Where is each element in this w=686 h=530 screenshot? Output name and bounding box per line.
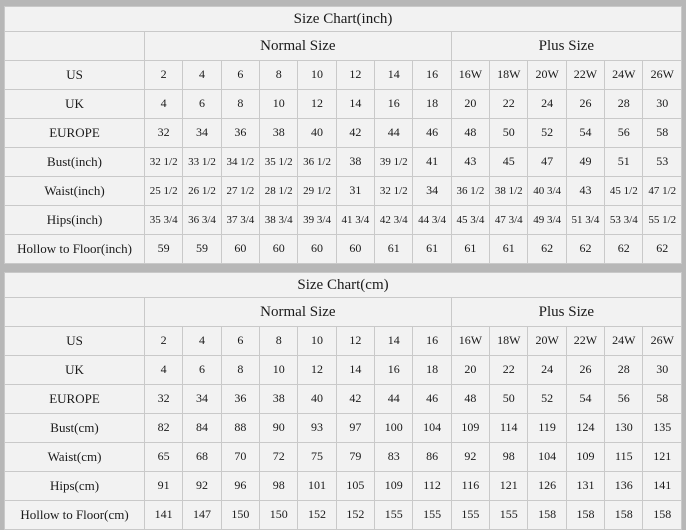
cell-value: 58 xyxy=(643,119,682,148)
group-header: Plus Size xyxy=(451,298,681,327)
cell-value: 40 3/4 xyxy=(528,177,566,206)
cell-value: 45 1/2 xyxy=(605,177,643,206)
cell-value: 62 xyxy=(528,235,566,264)
cell-value: 28 xyxy=(605,356,643,385)
cell-value: 152 xyxy=(298,501,336,530)
cell-value: 22 xyxy=(490,90,528,119)
cell-value: 27 1/2 xyxy=(221,177,259,206)
table-row xyxy=(5,327,682,356)
cell-value: 155 xyxy=(413,501,451,530)
table-row xyxy=(5,206,682,235)
cell-value: 26W xyxy=(643,61,682,90)
cell-value: 136 xyxy=(605,472,643,501)
cell-value: 12 xyxy=(336,327,374,356)
cell-value: 14 xyxy=(336,90,374,119)
cell-value: 109 xyxy=(566,443,604,472)
cell-value: 34 xyxy=(413,177,451,206)
cell-value: 48 xyxy=(451,119,489,148)
cell-value: 36 1/2 xyxy=(298,148,336,177)
cell-value: 18 xyxy=(413,90,451,119)
cell-value: 35 1/2 xyxy=(260,148,298,177)
group-header-blank xyxy=(5,32,145,61)
cell-value: 86 xyxy=(413,443,451,472)
table-row xyxy=(5,501,682,530)
table-row xyxy=(5,148,682,177)
cell-value: 65 xyxy=(145,443,183,472)
cell-value: 158 xyxy=(528,501,566,530)
cell-value: 42 3/4 xyxy=(375,206,413,235)
cell-value: 79 xyxy=(336,443,374,472)
cell-value: 98 xyxy=(260,472,298,501)
cell-value: 50 xyxy=(490,119,528,148)
cell-value: 32 1/2 xyxy=(145,148,183,177)
cell-value: 158 xyxy=(566,501,604,530)
row-label: Hips(inch) xyxy=(5,206,145,235)
group-header: Plus Size xyxy=(451,32,681,61)
cell-value: 48 xyxy=(451,385,489,414)
cell-value: 16W xyxy=(451,327,489,356)
cell-value: 14 xyxy=(336,356,374,385)
cell-value: 60 xyxy=(221,235,259,264)
cell-value: 54 xyxy=(566,119,604,148)
row-label: EUROPE xyxy=(5,119,145,148)
cell-value: 12 xyxy=(336,61,374,90)
cell-value: 60 xyxy=(260,235,298,264)
table-row xyxy=(5,119,682,148)
chart-body-0 xyxy=(5,7,682,264)
cell-value: 61 xyxy=(490,235,528,264)
cell-value: 61 xyxy=(375,235,413,264)
cell-value: 104 xyxy=(413,414,451,443)
cell-value: 84 xyxy=(183,414,221,443)
cell-value: 135 xyxy=(643,414,682,443)
cell-value: 24 xyxy=(528,90,566,119)
cell-value: 131 xyxy=(566,472,604,501)
cell-value: 44 xyxy=(375,119,413,148)
chart-title: Size Chart(cm) xyxy=(5,273,682,298)
cell-value: 92 xyxy=(451,443,489,472)
row-label: Hips(cm) xyxy=(5,472,145,501)
group-header-row xyxy=(5,32,682,61)
cell-value: 43 xyxy=(566,177,604,206)
cell-value: 96 xyxy=(221,472,259,501)
cell-value: 93 xyxy=(298,414,336,443)
cell-value: 6 xyxy=(183,356,221,385)
cell-value: 124 xyxy=(566,414,604,443)
cell-value: 62 xyxy=(643,235,682,264)
cell-value: 116 xyxy=(451,472,489,501)
cell-value: 141 xyxy=(145,501,183,530)
cell-value: 43 xyxy=(451,148,489,177)
cell-value: 20 xyxy=(451,356,489,385)
cell-value: 82 xyxy=(145,414,183,443)
cell-value: 26W xyxy=(643,327,682,356)
table-row xyxy=(5,177,682,206)
cell-value: 33 1/2 xyxy=(183,148,221,177)
cell-value: 119 xyxy=(528,414,566,443)
cell-value: 10 xyxy=(260,90,298,119)
cell-value: 4 xyxy=(145,90,183,119)
row-label: Hollow to Floor(inch) xyxy=(5,235,145,264)
group-header: Normal Size xyxy=(145,32,452,61)
cell-value: 35 3/4 xyxy=(145,206,183,235)
row-label: UK xyxy=(5,90,145,119)
table-row xyxy=(5,235,682,264)
cell-value: 59 xyxy=(183,235,221,264)
size-chart-inch xyxy=(4,6,682,264)
chart-body-1 xyxy=(5,273,682,530)
cell-value: 2 xyxy=(145,61,183,90)
cell-value: 155 xyxy=(451,501,489,530)
cell-value: 92 xyxy=(183,472,221,501)
cell-value: 8 xyxy=(221,356,259,385)
cell-value: 4 xyxy=(183,327,221,356)
cell-value: 12 xyxy=(298,90,336,119)
cell-value: 115 xyxy=(605,443,643,472)
cell-value: 41 3/4 xyxy=(336,206,374,235)
cell-value: 18W xyxy=(490,61,528,90)
cell-value: 50 xyxy=(490,385,528,414)
cell-value: 6 xyxy=(183,90,221,119)
table-row xyxy=(5,443,682,472)
cell-value: 46 xyxy=(413,119,451,148)
cell-value: 4 xyxy=(145,356,183,385)
cell-value: 40 xyxy=(298,385,336,414)
cell-value: 18 xyxy=(413,356,451,385)
row-label: Bust(inch) xyxy=(5,148,145,177)
cell-value: 70 xyxy=(221,443,259,472)
row-label: US xyxy=(5,61,145,90)
cell-value: 28 xyxy=(605,90,643,119)
table-row xyxy=(5,61,682,90)
cell-value: 121 xyxy=(643,443,682,472)
cell-value: 39 3/4 xyxy=(298,206,336,235)
cell-value: 36 1/2 xyxy=(451,177,489,206)
cell-value: 36 xyxy=(221,385,259,414)
cell-value: 42 xyxy=(336,119,374,148)
cell-value: 4 xyxy=(183,61,221,90)
cell-value: 8 xyxy=(260,61,298,90)
cell-value: 47 1/2 xyxy=(643,177,682,206)
group-header-blank xyxy=(5,298,145,327)
cell-value: 53 3/4 xyxy=(605,206,643,235)
cell-value: 109 xyxy=(375,472,413,501)
row-label: EUROPE xyxy=(5,385,145,414)
cell-value: 28 1/2 xyxy=(260,177,298,206)
cell-value: 10 xyxy=(298,61,336,90)
cell-value: 16 xyxy=(413,61,451,90)
cell-value: 126 xyxy=(528,472,566,501)
cell-value: 104 xyxy=(528,443,566,472)
cell-value: 22 xyxy=(490,356,528,385)
cell-value: 72 xyxy=(260,443,298,472)
cell-value: 10 xyxy=(260,356,298,385)
cell-value: 38 xyxy=(260,119,298,148)
cell-value: 31 xyxy=(336,177,374,206)
cell-value: 62 xyxy=(605,235,643,264)
cell-value: 34 xyxy=(183,119,221,148)
cell-value: 112 xyxy=(413,472,451,501)
group-header: Normal Size xyxy=(145,298,452,327)
cell-value: 6 xyxy=(221,327,259,356)
cell-value: 49 3/4 xyxy=(528,206,566,235)
cell-value: 16 xyxy=(375,356,413,385)
cell-value: 147 xyxy=(183,501,221,530)
cell-value: 38 3/4 xyxy=(260,206,298,235)
cell-value: 150 xyxy=(221,501,259,530)
row-label: Bust(cm) xyxy=(5,414,145,443)
cell-value: 75 xyxy=(298,443,336,472)
cell-value: 59 xyxy=(145,235,183,264)
cell-value: 51 3/4 xyxy=(566,206,604,235)
cell-value: 39 1/2 xyxy=(375,148,413,177)
cell-value: 16 xyxy=(375,90,413,119)
cell-value: 61 xyxy=(413,235,451,264)
cell-value: 2 xyxy=(145,327,183,356)
cell-value: 16W xyxy=(451,61,489,90)
cell-value: 8 xyxy=(221,90,259,119)
cell-value: 36 xyxy=(221,119,259,148)
cell-value: 20W xyxy=(528,61,566,90)
cell-value: 155 xyxy=(490,501,528,530)
cell-value: 45 3/4 xyxy=(451,206,489,235)
cell-value: 30 xyxy=(643,90,682,119)
cell-value: 54 xyxy=(566,385,604,414)
chart-title-row xyxy=(5,7,682,32)
row-label: Waist(cm) xyxy=(5,443,145,472)
cell-value: 46 xyxy=(413,385,451,414)
cell-value: 109 xyxy=(451,414,489,443)
cell-value: 42 xyxy=(336,385,374,414)
cell-value: 20W xyxy=(528,327,566,356)
cell-value: 56 xyxy=(605,385,643,414)
cell-value: 114 xyxy=(490,414,528,443)
cell-value: 51 xyxy=(605,148,643,177)
cell-value: 105 xyxy=(336,472,374,501)
size-chart-table xyxy=(4,272,682,530)
chart-title-row xyxy=(5,273,682,298)
cell-value: 16 xyxy=(413,327,451,356)
cell-value: 44 3/4 xyxy=(413,206,451,235)
cell-value: 25 1/2 xyxy=(145,177,183,206)
cell-value: 155 xyxy=(375,501,413,530)
cell-value: 58 xyxy=(643,385,682,414)
cell-value: 62 xyxy=(566,235,604,264)
cell-value: 29 1/2 xyxy=(298,177,336,206)
cell-value: 55 1/2 xyxy=(643,206,682,235)
cell-value: 26 1/2 xyxy=(183,177,221,206)
cell-value: 36 3/4 xyxy=(183,206,221,235)
cell-value: 150 xyxy=(260,501,298,530)
cell-value: 32 xyxy=(145,385,183,414)
cell-value: 8 xyxy=(260,327,298,356)
cell-value: 24W xyxy=(605,61,643,90)
cell-value: 32 xyxy=(145,119,183,148)
row-label: US xyxy=(5,327,145,356)
cell-value: 49 xyxy=(566,148,604,177)
cell-value: 56 xyxy=(605,119,643,148)
table-row xyxy=(5,356,682,385)
cell-value: 61 xyxy=(451,235,489,264)
cell-value: 34 xyxy=(183,385,221,414)
cell-value: 97 xyxy=(336,414,374,443)
cell-value: 37 3/4 xyxy=(221,206,259,235)
table-row xyxy=(5,472,682,501)
cell-value: 38 xyxy=(336,148,374,177)
chart-title: Size Chart(inch) xyxy=(5,7,682,32)
cell-value: 47 3/4 xyxy=(490,206,528,235)
cell-value: 83 xyxy=(375,443,413,472)
cell-value: 45 xyxy=(490,148,528,177)
cell-value: 130 xyxy=(605,414,643,443)
cell-value: 38 xyxy=(260,385,298,414)
row-label: Hollow to Floor(cm) xyxy=(5,501,145,530)
cell-value: 20 xyxy=(451,90,489,119)
cell-value: 6 xyxy=(221,61,259,90)
cell-value: 24 xyxy=(528,356,566,385)
row-label: UK xyxy=(5,356,145,385)
cell-value: 26 xyxy=(566,356,604,385)
cell-value: 141 xyxy=(643,472,682,501)
cell-value: 152 xyxy=(336,501,374,530)
cell-value: 34 1/2 xyxy=(221,148,259,177)
cell-value: 60 xyxy=(298,235,336,264)
cell-value: 14 xyxy=(375,327,413,356)
cell-value: 100 xyxy=(375,414,413,443)
cell-value: 98 xyxy=(490,443,528,472)
table-row xyxy=(5,385,682,414)
cell-value: 158 xyxy=(605,501,643,530)
cell-value: 44 xyxy=(375,385,413,414)
cell-value: 53 xyxy=(643,148,682,177)
cell-value: 14 xyxy=(375,61,413,90)
cell-value: 12 xyxy=(298,356,336,385)
table-row xyxy=(5,414,682,443)
cell-value: 30 xyxy=(643,356,682,385)
size-chart-table xyxy=(4,6,682,264)
cell-value: 52 xyxy=(528,385,566,414)
cell-value: 24W xyxy=(605,327,643,356)
row-label: Waist(inch) xyxy=(5,177,145,206)
size-chart-cm xyxy=(4,272,682,530)
cell-value: 26 xyxy=(566,90,604,119)
table-row xyxy=(5,90,682,119)
cell-value: 22W xyxy=(566,61,604,90)
cell-value: 47 xyxy=(528,148,566,177)
cell-value: 68 xyxy=(183,443,221,472)
cell-value: 91 xyxy=(145,472,183,501)
group-header-row xyxy=(5,298,682,327)
cell-value: 10 xyxy=(298,327,336,356)
cell-value: 60 xyxy=(336,235,374,264)
cell-value: 38 1/2 xyxy=(490,177,528,206)
cell-value: 101 xyxy=(298,472,336,501)
cell-value: 52 xyxy=(528,119,566,148)
cell-value: 41 xyxy=(413,148,451,177)
cell-value: 22W xyxy=(566,327,604,356)
cell-value: 88 xyxy=(221,414,259,443)
cell-value: 90 xyxy=(260,414,298,443)
cell-value: 18W xyxy=(490,327,528,356)
cell-value: 158 xyxy=(643,501,682,530)
cell-value: 32 1/2 xyxy=(375,177,413,206)
cell-value: 121 xyxy=(490,472,528,501)
cell-value: 40 xyxy=(298,119,336,148)
